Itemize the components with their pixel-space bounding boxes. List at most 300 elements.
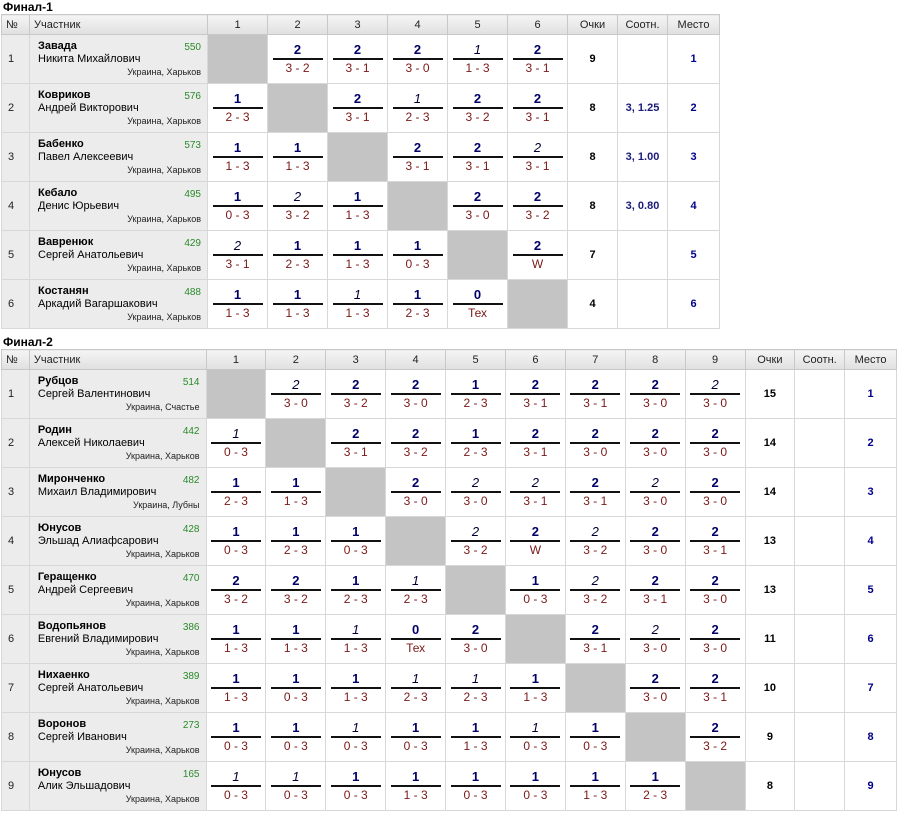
match-result[interactable] — [326, 566, 386, 615]
match-result[interactable] — [446, 468, 506, 517]
table-row — [2, 566, 897, 615]
final-place: 5 — [668, 231, 720, 280]
match-score: 0 - 3 — [523, 592, 548, 606]
match-result[interactable] — [685, 615, 745, 664]
match-points: 1 — [413, 238, 422, 253]
match-points: 2 — [651, 671, 659, 686]
match-score: 3 - 0 — [703, 445, 728, 459]
match-result[interactable] — [386, 664, 446, 713]
match-score: Тех — [467, 306, 488, 320]
col-header-opponent: 3 — [328, 15, 388, 35]
match-result[interactable] — [266, 517, 326, 566]
match-points: 1 — [413, 91, 422, 106]
player-fullname: Сергей Анатольевич — [38, 249, 144, 261]
match-points: 1 — [232, 720, 240, 735]
total-points: 8 — [745, 762, 795, 811]
match-result[interactable] — [388, 35, 448, 84]
match-result[interactable] — [326, 517, 386, 566]
player-cell — [30, 182, 208, 231]
match-score: 3 - 2 — [403, 445, 428, 459]
total-points: 8 — [568, 133, 618, 182]
total-points: 14 — [745, 419, 795, 468]
match-result[interactable] — [448, 35, 508, 84]
col-header-opponent: 6 — [508, 15, 568, 35]
tiebreak-ratio: 3, 1.25 — [618, 84, 668, 133]
match-score: 0 - 3 — [223, 788, 248, 802]
row-number: 6 — [2, 615, 30, 664]
match-result[interactable] — [625, 615, 685, 664]
match-score: 1 - 3 — [223, 641, 248, 655]
player-rating: 386 — [182, 622, 200, 633]
match-points: 2 — [293, 42, 302, 57]
tiebreak-ratio — [795, 370, 845, 419]
self-cell — [326, 468, 386, 517]
col-header-points: Очки — [568, 15, 618, 35]
match-result[interactable] — [685, 664, 745, 713]
match-points: 2 — [711, 377, 719, 392]
tiebreak-ratio — [795, 664, 845, 713]
player-cell — [29, 419, 206, 468]
tiebreak-ratio: 3, 0.80 — [618, 182, 668, 231]
match-score: 3 - 0 — [643, 396, 668, 410]
match-points: 1 — [471, 720, 480, 735]
player-rating: 389 — [182, 671, 200, 682]
match-score: 0 - 3 — [225, 208, 250, 222]
match-result[interactable] — [446, 517, 506, 566]
match-result[interactable] — [505, 713, 565, 762]
match-points: 1 — [352, 622, 360, 637]
match-score: 0 - 3 — [223, 543, 248, 557]
match-score: 3 - 1 — [525, 61, 550, 75]
player-fullname: Павел Алексеевич — [38, 151, 134, 163]
row-number: 3 — [2, 468, 30, 517]
match-score: 2 - 3 — [463, 445, 488, 459]
match-points: 1 — [232, 769, 240, 784]
match-result[interactable] — [208, 280, 268, 329]
match-result[interactable] — [505, 468, 565, 517]
player-surname: Завада — [38, 40, 77, 52]
match-score: 3 - 0 — [583, 445, 608, 459]
match-score: 3 - 0 — [643, 445, 668, 459]
match-result[interactable] — [446, 762, 506, 811]
match-result[interactable] — [446, 615, 506, 664]
player-surname: Миронченко — [37, 473, 106, 485]
match-score: 0 - 3 — [283, 690, 308, 704]
match-result[interactable] — [266, 566, 326, 615]
col-header-num: № — [2, 350, 30, 370]
match-score: 2 - 3 — [403, 592, 428, 606]
match-score: 3 - 2 — [343, 396, 368, 410]
match-result[interactable] — [326, 762, 386, 811]
match-score: 2 - 3 — [463, 396, 488, 410]
col-header-opponent: 1 — [208, 15, 268, 35]
match-score: 3 - 1 — [343, 445, 368, 459]
match-result[interactable] — [326, 419, 386, 468]
col-header-opponent: 7 — [565, 350, 625, 370]
table-row — [2, 713, 897, 762]
match-points: 2 — [412, 377, 420, 392]
match-points: 2 — [591, 475, 599, 490]
match-score: W — [529, 543, 542, 557]
match-points: 2 — [591, 573, 599, 588]
match-points: 1 — [233, 189, 242, 204]
total-points: 4 — [568, 280, 618, 329]
match-points: 2 — [352, 377, 360, 392]
player-fullname: Андрей Викторович — [38, 102, 139, 114]
match-score: 0 - 3 — [223, 445, 248, 459]
match-result[interactable] — [446, 713, 506, 762]
player-rating: 514 — [182, 377, 200, 388]
match-score: 2 - 3 — [643, 788, 668, 802]
match-score: 3 - 0 — [643, 543, 668, 557]
match-points: 1 — [531, 769, 540, 784]
self-cell — [266, 419, 326, 468]
match-points: 1 — [233, 140, 242, 155]
player-surname: Родин — [37, 424, 72, 436]
match-score: 1 - 3 — [343, 641, 368, 655]
player-cell — [29, 713, 206, 762]
match-points: 1 — [233, 287, 242, 302]
match-score: 3 - 2 — [285, 61, 310, 75]
match-result[interactable] — [565, 517, 625, 566]
self-cell — [565, 664, 625, 713]
match-points: 2 — [591, 426, 599, 441]
row-number: 4 — [2, 517, 30, 566]
match-points: 2 — [353, 42, 362, 57]
player-location: Украина, Харьков — [125, 696, 200, 706]
match-score: 2 - 3 — [405, 306, 430, 320]
match-points: 1 — [293, 140, 302, 155]
match-result[interactable] — [448, 280, 508, 329]
match-score: 1 - 3 — [345, 306, 370, 320]
self-cell — [268, 84, 328, 133]
match-result[interactable] — [268, 182, 328, 231]
match-result[interactable] — [685, 370, 745, 419]
match-result[interactable] — [326, 713, 386, 762]
match-points: 1 — [353, 238, 362, 253]
match-result[interactable] — [505, 566, 565, 615]
match-points: 2 — [651, 475, 659, 490]
player-location: Украина, Счастье — [125, 402, 200, 412]
match-result[interactable] — [685, 517, 745, 566]
match-result[interactable] — [505, 517, 565, 566]
match-result[interactable] — [388, 133, 448, 182]
match-result[interactable] — [328, 182, 388, 231]
match-score: 1 - 3 — [285, 306, 310, 320]
match-result[interactable] — [326, 615, 386, 664]
match-result[interactable] — [206, 664, 266, 713]
match-points: 2 — [473, 189, 482, 204]
match-result[interactable] — [446, 419, 506, 468]
player-fullname: Сергей Иванович — [37, 731, 127, 743]
match-score: 1 - 3 — [345, 257, 370, 271]
match-score: 0 - 3 — [223, 739, 248, 753]
match-result[interactable] — [625, 517, 685, 566]
player-location: Украина, Харьков — [125, 549, 200, 559]
self-cell — [208, 35, 268, 84]
match-result[interactable] — [208, 182, 268, 231]
match-result[interactable] — [386, 615, 446, 664]
player-fullname: Алик Эльшадович — [37, 780, 131, 792]
match-points: 1 — [233, 91, 242, 106]
total-points: 9 — [568, 35, 618, 84]
header-row — [2, 350, 897, 370]
match-result[interactable] — [266, 762, 326, 811]
table-row — [2, 517, 897, 566]
match-score: 3 - 2 — [703, 739, 728, 753]
match-result[interactable] — [505, 370, 565, 419]
match-result[interactable] — [268, 133, 328, 182]
final-place: 3 — [668, 133, 720, 182]
table-row — [2, 664, 897, 713]
match-points: 2 — [292, 377, 300, 392]
player-cell — [30, 35, 208, 84]
match-result[interactable] — [386, 370, 446, 419]
player-rating: 470 — [182, 573, 200, 584]
match-points: 2 — [651, 426, 659, 441]
match-points: 2 — [412, 426, 420, 441]
match-score: 3 - 0 — [405, 61, 430, 75]
match-result[interactable] — [565, 566, 625, 615]
match-result[interactable] — [508, 35, 568, 84]
player-surname: Вавренюк — [38, 236, 94, 248]
match-result[interactable] — [625, 468, 685, 517]
match-result[interactable] — [386, 713, 446, 762]
match-result[interactable] — [565, 615, 625, 664]
match-result[interactable] — [565, 713, 625, 762]
match-points: 1 — [353, 189, 362, 204]
match-points: 1 — [471, 377, 480, 392]
match-result[interactable] — [685, 419, 745, 468]
match-result[interactable] — [446, 370, 506, 419]
match-result[interactable] — [206, 566, 266, 615]
match-result[interactable] — [505, 419, 565, 468]
final2-title: Финал-2 — [3, 335, 53, 349]
match-result[interactable] — [448, 84, 508, 133]
match-result[interactable] — [326, 370, 386, 419]
match-result[interactable] — [508, 84, 568, 133]
player-location: Украина, Харьков — [127, 116, 201, 126]
match-result[interactable] — [388, 280, 448, 329]
final-place: 9 — [845, 762, 897, 811]
match-result[interactable] — [565, 762, 625, 811]
match-points: 2 — [711, 475, 719, 490]
match-score: 3 - 2 — [285, 208, 310, 222]
match-result[interactable] — [328, 231, 388, 280]
tiebreak-ratio — [795, 713, 845, 762]
match-points: 1 — [412, 671, 420, 686]
match-result[interactable] — [266, 615, 326, 664]
match-points: 1 — [292, 475, 300, 490]
player-rating: 428 — [182, 524, 200, 535]
match-result[interactable] — [386, 419, 446, 468]
row-number: 4 — [2, 182, 30, 231]
player-surname: Водопьянов — [37, 620, 107, 632]
match-result[interactable] — [328, 84, 388, 133]
match-score: 1 - 3 — [463, 739, 488, 753]
match-result[interactable] — [266, 468, 326, 517]
match-points: 2 — [533, 42, 542, 57]
match-result[interactable] — [508, 133, 568, 182]
match-result[interactable] — [625, 419, 685, 468]
match-score: 1 - 3 — [225, 306, 250, 320]
match-result[interactable] — [505, 664, 565, 713]
match-result[interactable] — [685, 713, 745, 762]
match-score: 2 - 3 — [463, 690, 488, 704]
tiebreak-ratio — [795, 762, 845, 811]
tiebreak-ratio — [795, 566, 845, 615]
match-result[interactable] — [625, 664, 685, 713]
player-location: Украина, Харьков — [127, 263, 201, 273]
final-place: 8 — [845, 713, 897, 762]
match-result[interactable] — [206, 419, 266, 468]
match-result[interactable] — [206, 517, 266, 566]
match-points: 1 — [651, 769, 659, 784]
match-result[interactable] — [208, 133, 268, 182]
match-result[interactable] — [266, 713, 326, 762]
match-result[interactable] — [206, 762, 266, 811]
col-header-opponent: 2 — [266, 350, 326, 370]
match-result[interactable] — [386, 566, 446, 615]
match-points: 2 — [651, 377, 659, 392]
match-result[interactable] — [446, 664, 506, 713]
match-score: 3 - 2 — [583, 543, 608, 557]
match-result[interactable] — [386, 762, 446, 811]
row-number: 1 — [2, 35, 30, 84]
final2-table — [1, 349, 897, 811]
match-result[interactable] — [565, 468, 625, 517]
match-score: 3 - 1 — [643, 592, 668, 606]
player-cell — [29, 370, 206, 419]
match-result[interactable] — [386, 468, 446, 517]
player-cell — [30, 84, 208, 133]
player-surname: Рубцов — [37, 375, 79, 387]
final-place: 1 — [845, 370, 897, 419]
match-score: 3 - 1 — [345, 110, 370, 124]
total-points: 15 — [745, 370, 795, 419]
match-result[interactable] — [565, 419, 625, 468]
row-number: 7 — [2, 664, 30, 713]
table-row — [2, 84, 720, 133]
match-result[interactable] — [328, 280, 388, 329]
row-number: 1 — [2, 370, 30, 419]
player-cell — [29, 762, 206, 811]
match-points: 2 — [533, 238, 542, 253]
match-result[interactable] — [206, 713, 266, 762]
total-points: 13 — [745, 517, 795, 566]
match-result[interactable] — [208, 231, 268, 280]
match-points: 2 — [533, 189, 542, 204]
self-cell — [446, 566, 506, 615]
match-points: 2 — [233, 238, 242, 253]
row-number: 3 — [2, 133, 30, 182]
match-result[interactable] — [326, 664, 386, 713]
match-score: 3 - 1 — [405, 159, 430, 173]
match-score: 3 - 0 — [403, 494, 428, 508]
tiebreak-ratio — [795, 517, 845, 566]
match-result[interactable] — [448, 133, 508, 182]
match-result[interactable] — [266, 370, 326, 419]
match-score: 3 - 0 — [403, 396, 428, 410]
match-result[interactable] — [268, 280, 328, 329]
match-result[interactable] — [508, 231, 568, 280]
match-score: 1 - 3 — [403, 788, 428, 802]
col-header-place: Место — [668, 15, 720, 35]
match-result[interactable] — [206, 615, 266, 664]
table-row — [2, 133, 720, 182]
match-result[interactable] — [208, 84, 268, 133]
player-surname: Нихаенко — [37, 669, 90, 681]
match-result[interactable] — [388, 231, 448, 280]
final2-section — [0, 335, 897, 811]
match-points: 1 — [293, 287, 302, 302]
match-points: 2 — [711, 524, 719, 539]
self-cell — [328, 133, 388, 182]
match-result[interactable] — [625, 566, 685, 615]
player-surname: Юнусов — [37, 767, 82, 779]
final1-table — [1, 14, 720, 329]
match-result[interactable] — [625, 762, 685, 811]
match-points: 2 — [531, 426, 540, 441]
match-points: 2 — [591, 377, 599, 392]
table-row — [2, 231, 720, 280]
match-result[interactable] — [625, 370, 685, 419]
match-result[interactable] — [508, 182, 568, 231]
match-points: 2 — [471, 475, 480, 490]
match-points: 2 — [591, 524, 599, 539]
match-result[interactable] — [685, 468, 745, 517]
player-location: Украина, Харьков — [125, 647, 200, 657]
total-points: 13 — [745, 566, 795, 615]
col-header-opponent: 4 — [388, 15, 448, 35]
player-cell — [30, 280, 208, 329]
match-result[interactable] — [388, 84, 448, 133]
match-points: 2 — [293, 189, 302, 204]
match-result[interactable] — [505, 762, 565, 811]
final-place: 2 — [845, 419, 897, 468]
col-header-opponent: 6 — [505, 350, 565, 370]
match-result[interactable] — [565, 370, 625, 419]
match-result[interactable] — [685, 566, 745, 615]
player-cell — [30, 231, 208, 280]
match-score: 0 - 3 — [343, 788, 368, 802]
match-score: 3 - 1 — [523, 396, 548, 410]
self-cell — [625, 713, 685, 762]
match-score: Тех — [406, 641, 426, 655]
player-location: Украина, Харьков — [127, 67, 201, 77]
table-row — [2, 35, 720, 84]
match-result[interactable] — [206, 468, 266, 517]
player-location: Украина, Харьков — [125, 451, 200, 461]
match-points: 2 — [473, 140, 482, 155]
match-result[interactable] — [328, 35, 388, 84]
match-result[interactable] — [268, 231, 328, 280]
col-header-opponent: 2 — [268, 15, 328, 35]
match-result[interactable] — [268, 35, 328, 84]
match-score: 0 - 3 — [523, 739, 548, 753]
player-rating: 165 — [182, 769, 200, 780]
match-score: 1 - 3 — [225, 159, 250, 173]
match-points: 2 — [412, 475, 420, 490]
match-score: 0 - 3 — [405, 257, 430, 271]
match-result[interactable] — [266, 664, 326, 713]
match-points: 1 — [293, 238, 302, 253]
match-points: 1 — [412, 720, 420, 735]
match-result[interactable] — [448, 182, 508, 231]
match-score: 3 - 2 — [465, 110, 490, 124]
match-score: 3 - 1 — [583, 396, 608, 410]
final-place: 7 — [845, 664, 897, 713]
